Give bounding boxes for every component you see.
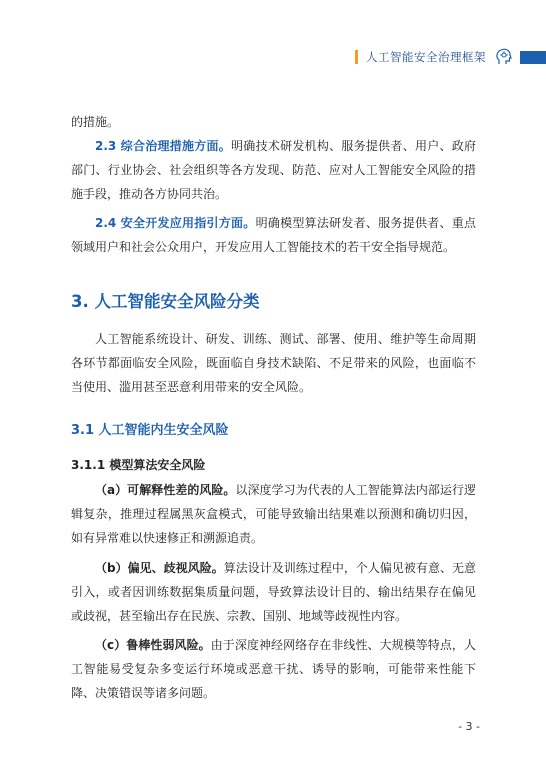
item-a [71,478,476,550]
paragraph-text: 的措施。 [71,115,120,129]
section-2-4-lead: 2.4 安全开发应用指引方面。 [95,216,256,230]
heading-3: 3. 人工智能安全风险分类 [71,292,260,311]
header-color-block [520,51,546,64]
paragraph-continuation [71,110,476,134]
header-title: 人工智能安全治理框架 [366,50,486,64]
item-c [71,633,476,705]
section-2-3-lead: 2.3 综合治理措施方面。 [95,139,232,153]
ai-head-icon [494,47,514,67]
page-number: - 3 - [458,720,480,733]
header-accent-bar [355,50,358,64]
item-a-text: 以深度学习为代表的人工智能算法内部运行逻辑复杂，推理过程属黑灰盒模式，可能导致输出结果难以预测和确切归因，如有异常难以快速修正和溯源追责。 [71,483,476,545]
item-c-text: 由于深度神经网络存在非线性、大规模等特点，人工智能易受复杂多变运行环境或恶意干扰、诱导的影响，可能带来性能下降、决策错误等诸多问题。 [71,638,476,700]
heading-3-1-1: 3.1.1 模型算法安全风险 [71,458,206,472]
section-2-3 [71,134,476,206]
paragraph [71,134,476,206]
paragraph [71,556,476,628]
paragraph [71,478,476,550]
paragraph [71,633,476,705]
paragraph [71,211,476,259]
item-b [71,556,476,628]
paragraph-text: 人工智能系统设计、研发、训练、测试、部署、使用、维护等生命周期各环节都面临安全风险，既面临自身技术缺陷、不足带来的风险，也面临不当使用、滥用甚至恶意利用带来的安全风险。 [71,332,476,394]
section-2-4-text: 明确模型算法研发者、服务提供者、重点领域用户和社会公众用户，开发应用人工智能技术的若干安全指导规范。 [71,216,476,254]
heading-3-1: 3.1 人工智能内生安全风险 [71,423,229,438]
section-2-3-text: 明确技术研发机构、服务提供者、用户、政府部门、行业协会、社会组织等各方发现、防范、应对人工智能安全风险的措施手段，推动各方协同共治。 [71,139,476,201]
running-header [355,44,546,70]
section-2-4 [71,211,476,259]
section-3-intro [71,327,476,399]
item-b-text: 算法设计及训练过程中，个人偏见被有意、无意引入，或者因训练数据集质量问题，导致算法设计目的、输出结果存在偏见或歧视，甚至输出存在民族、宗教、国别、地域等歧视性内容。 [71,561,476,623]
item-b-lead: （b）偏见、歧视风险。 [95,561,224,575]
item-a-lead: （a）可解释性差的风险。 [95,483,236,497]
item-c-lead: （c）鲁棒性弱风险。 [95,638,211,652]
